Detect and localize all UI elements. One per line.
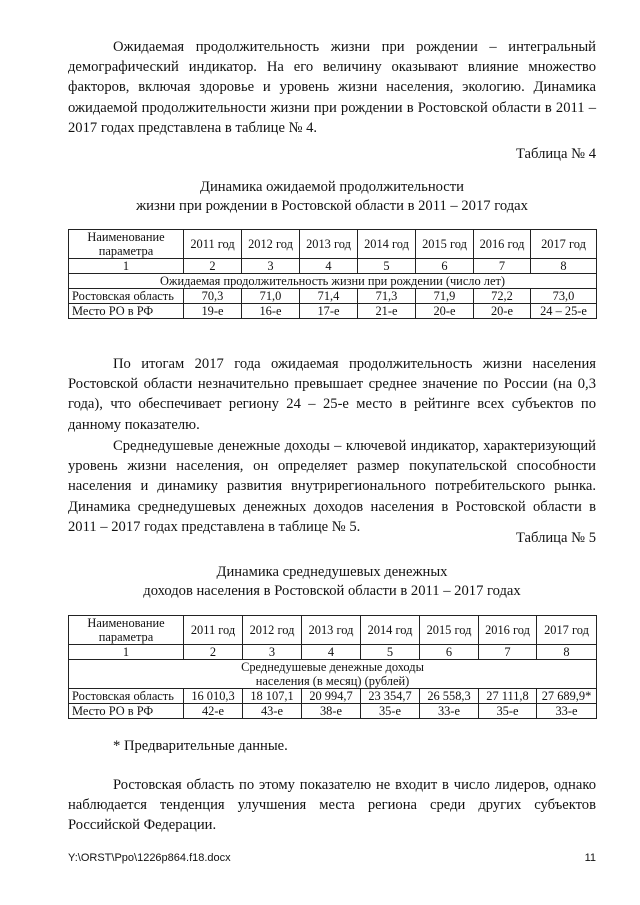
table-cell: 20-е (416, 304, 474, 319)
table-cell: 73,0 (531, 289, 597, 304)
table4-number-row (69, 259, 597, 274)
table-cell: 20 994,7 (302, 689, 361, 704)
table5-year-header: 2014 год (361, 616, 420, 645)
table5-col-number: 4 (302, 645, 361, 660)
table-cell: 70,3 (184, 289, 242, 304)
table4-col-number: 8 (531, 259, 597, 274)
table4-year-header: 2015 год (416, 230, 474, 259)
table-cell: 18 107,1 (243, 689, 302, 704)
table4-col-number: 5 (358, 259, 416, 274)
table-cell: 71,9 (416, 289, 474, 304)
table4-col-number: 4 (300, 259, 358, 274)
table4-row-label: Место РО в РФ (69, 304, 184, 319)
table5-col-number: 1 (69, 645, 184, 660)
table4-year-header: 2013 год (300, 230, 358, 259)
footnote: * Предварительные данные. (113, 738, 288, 754)
table5-number-row (69, 645, 597, 660)
table5-caption: Таблица № 5 (516, 530, 596, 546)
table5-col-number: 3 (243, 645, 302, 660)
table4-title (68, 178, 596, 216)
table-cell: 71,4 (300, 289, 358, 304)
table5-year-header: 2013 год (302, 616, 361, 645)
table5-section-label: Среднедушевые денежные доходы населения (в месяц) (рублей) (69, 660, 597, 689)
footer-file-path: Y:\ORST\Ppo\1226p864.f18.docx (68, 852, 231, 864)
table-cell: 16 010,3 (184, 689, 243, 704)
table-cell: 20-е (474, 304, 531, 319)
table5-header-row (69, 616, 597, 645)
table5-year-header: 2015 год (420, 616, 479, 645)
table4-col-number: 2 (184, 259, 242, 274)
table-cell: 16-е (242, 304, 300, 319)
table-cell: 27 689,9* (537, 689, 597, 704)
table5-title-line1: Динамика среднедушевых денежных (216, 564, 448, 580)
table4-section-label: Ожидаемая продолжительность жизни при рождении (число лет) (69, 274, 597, 289)
table-cell: 33-е (537, 704, 597, 719)
table4-year-header: 2011 год (184, 230, 242, 259)
table-cell: 33-е (420, 704, 479, 719)
table4-header-row (69, 230, 597, 259)
paragraph-life-expectancy-summary: По итогам 2017 года ожидаемая продолжительность жизни населения Ростовской области незначительно превышает среднее значение по России (на 0,3 года), что обеспечивает региону 24 – 25-е место в рейтинге всех субъектов по данному показателю. (68, 356, 596, 433)
table-cell: 23 354,7 (361, 689, 420, 704)
table4-year-header: 2012 год (242, 230, 300, 259)
table-cell: 71,0 (242, 289, 300, 304)
table5-title-line2: доходов населения в Ростовской области в 2011 – 2017 годах (143, 583, 521, 599)
table5-year-header: 2017 год (537, 616, 597, 645)
table-cell: 19-е (184, 304, 242, 319)
table5 (68, 615, 597, 719)
table-row (69, 689, 597, 704)
table4-param-header: Наименование параметра (69, 230, 184, 259)
table5-col-number: 8 (537, 645, 597, 660)
table-cell: 38-е (302, 704, 361, 719)
paragraph-income-intro: Среднедушевые денежные доходы – ключевой индикатор, характеризующий уровень жизни населения, он определяет размер покупательской способности населения и динамику развития внутрирегионального потребительского рынка. Динамика среднедушевых денежных доходов населения в Ростовской области в 2011 – 2017 годах представлена в таблице № 5. (68, 438, 596, 535)
table5-year-header: 2016 год (479, 616, 537, 645)
table-cell: 21-е (358, 304, 416, 319)
table-cell: 35-е (361, 704, 420, 719)
table4-section-row (69, 274, 597, 289)
table5-year-header: 2012 год (243, 616, 302, 645)
paragraph-income-summary: Ростовская область по этому показателю не входит в число лидеров, однако наблюдается тенденция улучшения места региона среди других субъектов Российской Федерации. (68, 777, 596, 834)
table-cell: 43-е (243, 704, 302, 719)
table5-col-number: 6 (420, 645, 479, 660)
table5-row-label: Место РО в РФ (69, 704, 184, 719)
table-cell: 35-е (479, 704, 537, 719)
table5-row-label: Ростовская область (69, 689, 184, 704)
table4-caption: Таблица № 4 (516, 146, 596, 162)
table-cell: 24 – 25-е (531, 304, 597, 319)
table-cell: 27 111,8 (479, 689, 537, 704)
table4-col-number: 7 (474, 259, 531, 274)
table-row (69, 289, 597, 304)
table4-year-header: 2017 год (531, 230, 597, 259)
paragraph-life-expectancy-intro: Ожидаемая продолжительность жизни при рождении – интегральный демографический индикатор. На его величину оказывают влияние множество факторов, включая здоровье и уровень жизни населения, экологию. Динамика ожидаемой продолжительности жизни при рождении в Ростовской области в 2011 – 2017 годах представлена в таблице № 4. (68, 39, 596, 136)
table5-col-number: 2 (184, 645, 243, 660)
table5-col-number: 5 (361, 645, 420, 660)
table4-col-number: 6 (416, 259, 474, 274)
page-number: 11 (584, 852, 596, 864)
table5-param-header: Наименование параметра (69, 616, 184, 645)
table4-col-number: 1 (69, 259, 184, 274)
table5-col-number: 7 (479, 645, 537, 660)
table4-row-label: Ростовская область (69, 289, 184, 304)
table-cell: 17-е (300, 304, 358, 319)
table4 (68, 229, 597, 319)
table4-year-header: 2016 год (474, 230, 531, 259)
table-cell: 26 558,3 (420, 689, 479, 704)
table5-title (68, 563, 596, 601)
table5-section-row (69, 660, 597, 689)
table-row (69, 704, 597, 719)
table-cell: 42-е (184, 704, 243, 719)
table-cell: 71,3 (358, 289, 416, 304)
table4-title-line2: жизни при рождении в Ростовской области в 2011 – 2017 годах (136, 198, 528, 214)
table4-title-line1: Динамика ожидаемой продолжительности (200, 179, 464, 195)
table-cell: 72,2 (474, 289, 531, 304)
table4-col-number: 3 (242, 259, 300, 274)
table4-year-header: 2014 год (358, 230, 416, 259)
table-row (69, 304, 597, 319)
table5-year-header: 2011 год (184, 616, 243, 645)
